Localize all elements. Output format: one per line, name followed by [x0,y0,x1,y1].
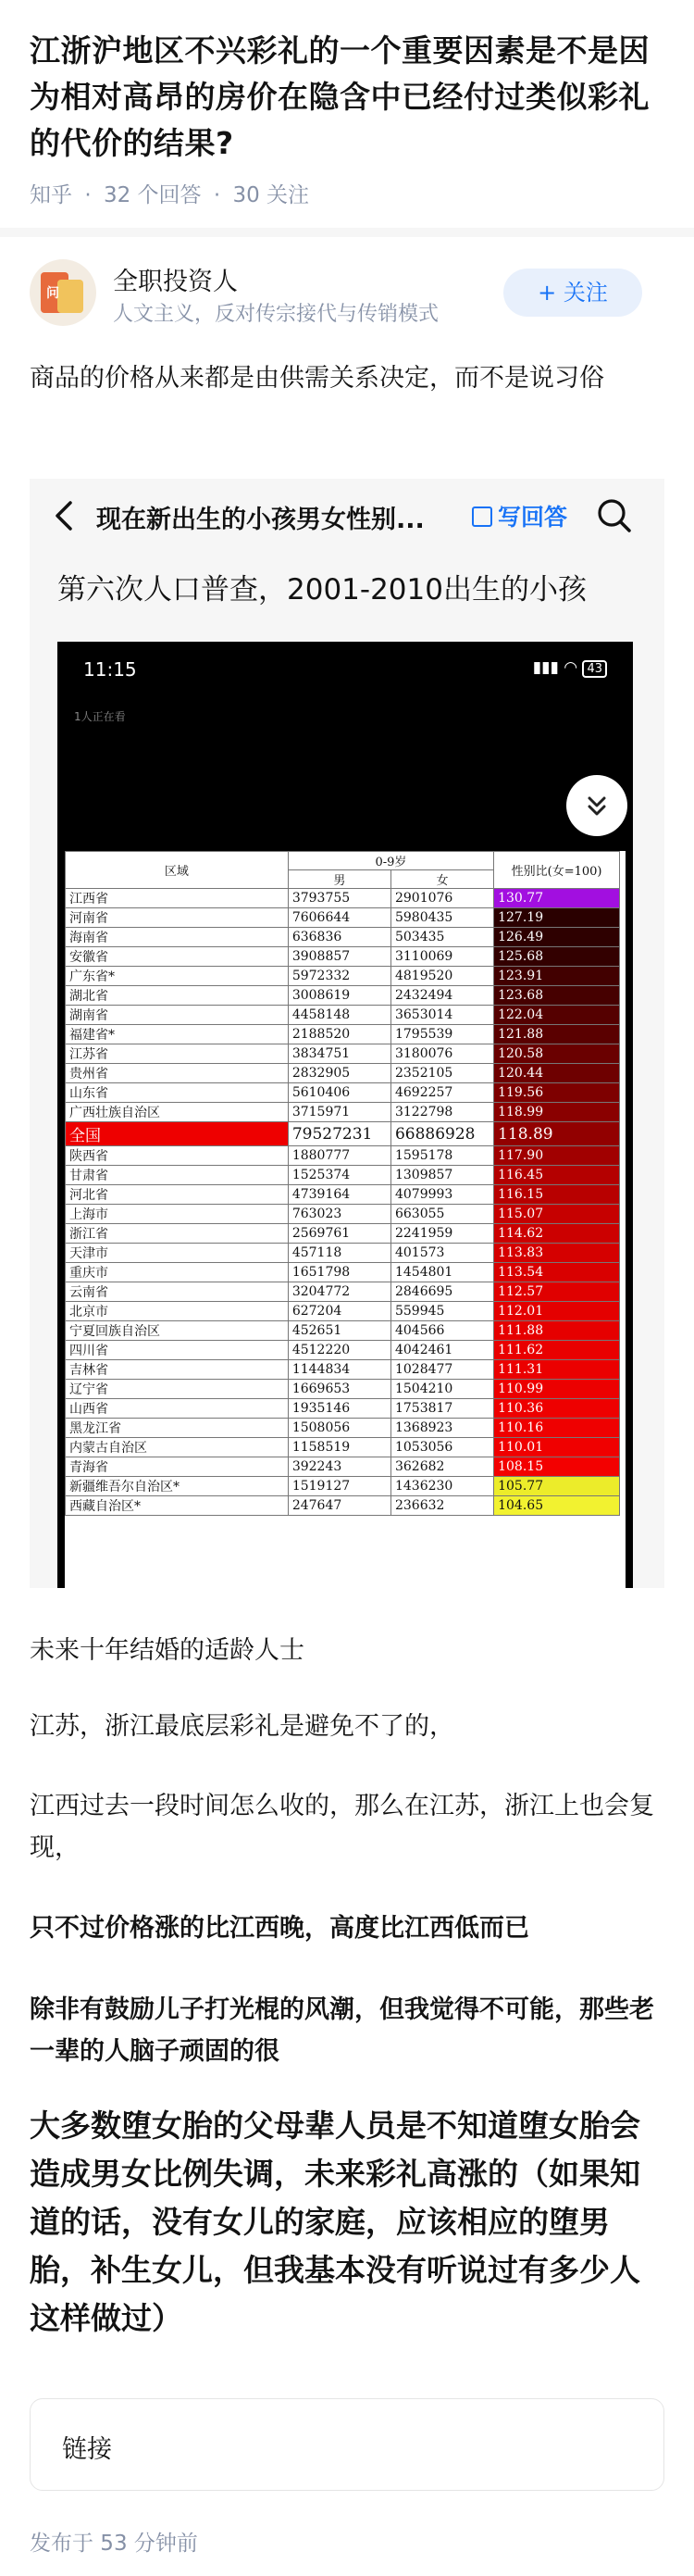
table-row [66,889,620,908]
back-icon [52,497,80,534]
table-row [66,947,620,967]
table-row [66,1399,620,1419]
male-cell: 3008619 [288,986,390,1006]
ratio-cell: 118.89 [494,1122,620,1146]
section-divider [0,228,694,237]
ratio-cell: 105.77 [494,1477,620,1496]
table-row [66,1380,620,1399]
male-cell: 3908857 [288,947,390,967]
female-cell: 3653014 [390,1006,493,1025]
region-cell: 辽宁省 [66,1380,289,1399]
table-row [66,1496,620,1516]
region-cell: 山西省 [66,1399,289,1419]
table-row [66,1205,620,1224]
table-row [66,1438,620,1457]
ratio-cell: 117.90 [494,1146,620,1166]
ratio-cell: 116.45 [494,1166,620,1185]
publish-time: 发布于 53 分钟前 [30,2532,198,2556]
table-row [66,1025,620,1044]
answer-paragraph: 江西过去一段时间怎么收的，那么在江苏，浙江上也会复现， [30,1792,654,1862]
answer-paragraph-bold: 只不过价格涨的比江西晚，高度比江西低而已 [30,1914,529,1943]
link-card-label: 链接 [62,2435,112,2464]
female-cell: 2352105 [390,1064,493,1083]
ratio-cell: 111.31 [494,1360,620,1380]
region-cell: 甘肃省 [66,1166,289,1185]
female-cell: 1368923 [390,1419,493,1438]
viewers-count: 1人正在看 [74,710,126,723]
male-cell: 392243 [288,1457,390,1477]
signal-icon: ▮▮▮ ◠ [532,658,583,677]
embedded-header [30,479,664,553]
region-cell: 内蒙古自治区 [66,1438,289,1457]
female-cell: 1504210 [390,1380,493,1399]
region-cell: 新疆维吾尔自治区* [66,1477,289,1496]
follow-button[interactable]: + 关注 [503,269,642,317]
male-cell: 3204772 [288,1282,390,1302]
table-row [66,1006,620,1025]
male-cell: 2188520 [288,1025,390,1044]
answer-paragraph-emphasis: 大多数堕女胎的父母辈人员是不知道堕女胎会造成男女比例失调，未来彩礼高涨的（如果知道的话，没有女儿的家庭，应该相应的堕男胎，补生女儿，但我基本没有听说过有多少人这样做过） [30,2107,640,2336]
table-row [66,1146,620,1166]
header-female: 女 [390,870,493,889]
table-row [66,908,620,928]
female-cell: 404566 [390,1321,493,1341]
region-cell: 湖南省 [66,1006,289,1025]
table-row [66,928,620,947]
answer-paragraph-bold: 除非有鼓励儿子打光棍的风潮，但我觉得不可能，那些老一辈的人脑子顽固的很 [30,1995,654,2066]
region-cell: 江西省 [66,889,289,908]
ratio-cell: 113.83 [494,1244,620,1263]
female-cell: 5980435 [390,908,493,928]
ratio-cell: 111.88 [494,1321,620,1341]
female-cell: 3110069 [390,947,493,967]
female-cell: 559945 [390,1302,493,1321]
female-cell: 66886928 [390,1122,493,1146]
male-cell: 4512220 [288,1341,390,1360]
male-cell: 5972332 [288,967,390,986]
region-cell: 江苏省 [66,1044,289,1064]
female-cell: 4819520 [390,967,493,986]
region-cell: 河北省 [66,1185,289,1205]
phone-time: 11:15 [83,658,137,681]
question-title[interactable]: 江浙沪地区不兴彩礼的一个重要因素是不是因为相对高昂的房价在隐含中已经付过类似彩礼的代价的结果? [30,32,650,161]
table-row [66,1122,620,1146]
census-table [65,851,626,1588]
region-cell: 贵州省 [66,1064,289,1083]
female-cell: 2432494 [390,986,493,1006]
male-cell: 457118 [288,1244,390,1263]
table-row [66,1185,620,1205]
region-cell: 上海市 [66,1205,289,1224]
female-cell: 1595178 [390,1146,493,1166]
region-cell: 四川省 [66,1341,289,1360]
ratio-cell: 108.15 [494,1457,620,1477]
answer-image[interactable] [30,479,664,1588]
phone-status-bar [533,658,607,678]
table-row [66,1341,620,1360]
table-row [66,1166,620,1185]
answer-paragraph: 江苏，浙江最底层彩礼是避免不了的， [30,1712,454,1741]
female-cell: 3180076 [390,1044,493,1064]
region-cell: 云南省 [66,1282,289,1302]
region-cell: 黑龙江省 [66,1419,289,1438]
table-row [66,1457,620,1477]
region-cell: 青海省 [66,1457,289,1477]
embedded-question-title: 现在新出生的小孩男女性别... [96,506,425,534]
male-cell: 1508056 [288,1419,390,1438]
ratio-cell: 121.88 [494,1025,620,1044]
male-cell: 4739164 [288,1185,390,1205]
ratio-cell: 110.16 [494,1419,620,1438]
region-cell: 广东省* [66,967,289,986]
ratio-cell: 114.62 [494,1224,620,1244]
source-label: 知乎 [30,183,72,207]
ratio-cell: 126.49 [494,928,620,947]
female-cell: 1309857 [390,1166,493,1185]
region-cell: 陕西省 [66,1146,289,1166]
ratio-cell: 127.19 [494,908,620,928]
author-name[interactable]: 全职投资人 [113,268,238,296]
table-row [66,1282,620,1302]
male-cell: 1525374 [288,1166,390,1185]
female-cell: 1454801 [390,1263,493,1282]
header-age: 0-9岁 [288,852,493,870]
region-cell: 全国 [66,1122,289,1146]
male-cell: 247647 [288,1496,390,1516]
answer-paragraph: 商品的价格从来都是由供需关系决定，而不是说习俗 [30,364,604,393]
region-cell: 天津市 [66,1244,289,1263]
ratio-cell: 125.68 [494,947,620,967]
male-cell: 1144834 [288,1360,390,1380]
write-answer-button: 写回答 [472,499,567,532]
female-cell: 1753817 [390,1399,493,1419]
table-row [66,1321,620,1341]
male-cell: 1158519 [288,1438,390,1457]
table-row [66,1263,620,1282]
female-cell: 503435 [390,928,493,947]
ratio-cell: 115.07 [494,1205,620,1224]
female-cell: 1795539 [390,1025,493,1044]
male-cell: 763023 [288,1205,390,1224]
ratio-cell: 123.68 [494,986,620,1006]
female-cell: 2241959 [390,1224,493,1244]
ratio-cell: 110.99 [494,1380,620,1399]
female-cell: 1436230 [390,1477,493,1496]
table-row [66,1064,620,1083]
region-cell: 吉林省 [66,1360,289,1380]
male-cell: 3715971 [288,1103,390,1122]
ratio-cell: 120.58 [494,1044,620,1064]
ratio-cell: 119.56 [494,1083,620,1103]
answers-count[interactable]: 32 个回答 [103,183,202,207]
female-cell: 236632 [390,1496,493,1516]
region-cell: 河南省 [66,908,289,928]
region-cell: 浙江省 [66,1224,289,1244]
ratio-cell: 118.99 [494,1103,620,1122]
ratio-cell: 122.04 [494,1006,620,1025]
male-cell: 1669653 [288,1380,390,1399]
male-cell: 3834751 [288,1044,390,1064]
avatar[interactable]: 问 [30,259,96,326]
female-cell: 401573 [390,1244,493,1263]
expand-button [566,775,627,836]
female-cell: 4042461 [390,1341,493,1360]
male-cell: 79527231 [288,1122,390,1146]
male-cell: 5610406 [288,1083,390,1103]
search-icon [596,497,633,534]
ratio-cell: 104.65 [494,1496,620,1516]
female-cell: 2846695 [390,1282,493,1302]
region-cell: 北京市 [66,1302,289,1321]
male-cell: 1519127 [288,1477,390,1496]
female-cell: 4692257 [390,1083,493,1103]
header-ratio: 性别比(女=100) [494,852,620,889]
ratio-cell: 116.15 [494,1185,620,1205]
table-row [66,1224,620,1244]
region-cell: 湖北省 [66,986,289,1006]
table-row [66,1477,620,1496]
ratio-cell: 130.77 [494,889,620,908]
battery-icon: 43 [582,660,607,678]
table-row [66,986,620,1006]
region-cell: 山东省 [66,1083,289,1103]
table-row [66,1083,620,1103]
ratio-cell: 120.44 [494,1064,620,1083]
region-cell: 重庆市 [66,1263,289,1282]
table-row [66,1244,620,1263]
ratio-cell: 112.01 [494,1302,620,1321]
table-row [66,1103,620,1122]
male-cell: 636836 [288,928,390,947]
female-cell: 362682 [390,1457,493,1477]
table-row [66,1419,620,1438]
ratio-cell: 110.36 [494,1399,620,1419]
phone-screenshot [57,642,633,1588]
table-row [66,1044,620,1064]
male-cell: 7606644 [288,908,390,928]
header-male: 男 [288,870,390,889]
answer-paragraph: 未来十年结婚的适龄人士 [30,1636,304,1665]
table-row [66,967,620,986]
region-cell: 福建省* [66,1025,289,1044]
table-row [66,1302,620,1321]
female-cell: 1028477 [390,1360,493,1380]
male-cell: 1880777 [288,1146,390,1166]
chevron-double-down-icon [582,791,612,820]
followers-count[interactable]: 30 关注 [232,183,310,207]
ratio-cell: 110.01 [494,1438,620,1457]
male-cell: 3793755 [288,889,390,908]
ratio-cell: 112.57 [494,1282,620,1302]
author-bio: 人文主义，反对传宗接代与传销模式 [113,303,440,326]
question-meta: 知乎 · 32 个回答 · 30 关注 [30,183,310,207]
region-cell: 西藏自治区* [66,1496,289,1516]
link-card[interactable] [30,2398,664,2491]
pen-icon [472,506,492,527]
region-cell: 海南省 [66,928,289,947]
female-cell: 2901076 [390,889,493,908]
region-cell: 广西壮族自治区 [66,1103,289,1122]
female-cell: 663055 [390,1205,493,1224]
male-cell: 2832905 [288,1064,390,1083]
male-cell: 627204 [288,1302,390,1321]
header-region: 区域 [66,852,289,889]
male-cell: 452651 [288,1321,390,1341]
author-row [30,259,668,333]
male-cell: 4458148 [288,1006,390,1025]
region-cell: 宁夏回族自治区 [66,1321,289,1341]
male-cell: 1935146 [288,1399,390,1419]
female-cell: 3122798 [390,1103,493,1122]
male-cell: 1651798 [288,1263,390,1282]
female-cell: 4079993 [390,1185,493,1205]
region-cell: 安徽省 [66,947,289,967]
male-cell: 2569761 [288,1224,390,1244]
ratio-cell: 123.91 [494,967,620,986]
ratio-cell: 111.62 [494,1341,620,1360]
embedded-subtitle: 第六次人口普查，2001-2010出生的小孩 [57,573,587,606]
female-cell: 1053056 [390,1438,493,1457]
table-row [66,1360,620,1380]
ratio-cell: 113.54 [494,1263,620,1282]
